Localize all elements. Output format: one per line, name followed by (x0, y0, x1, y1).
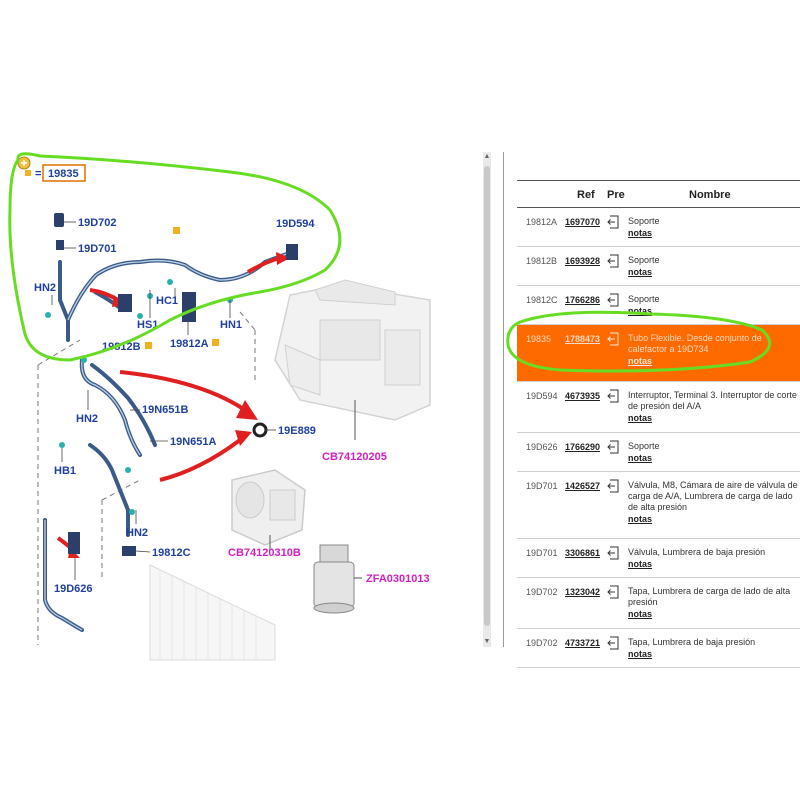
parts-table-header (517, 180, 800, 208)
part-description-text: Tapa, Lumbrera de carga de lado de alta presión (628, 586, 791, 607)
notes-link[interactable]: notas (628, 453, 653, 463)
callout-eq: = (35, 168, 42, 180)
label-HN2-3[interactable]: HN2 (126, 527, 149, 539)
parts-table-body (517, 208, 800, 668)
pipe-highlights (45, 252, 292, 630)
part-code: 19812B (526, 256, 558, 266)
callout-part-number[interactable]: 19835 (48, 168, 79, 180)
part-ref-link[interactable]: 3306861 (565, 548, 601, 558)
notes-link[interactable]: notas (628, 649, 653, 659)
refrigerant-lines (45, 252, 292, 630)
notes-link[interactable]: notas (628, 413, 653, 423)
part-ref-link[interactable]: 4733721 (565, 638, 601, 648)
table-row[interactable] (517, 629, 800, 668)
add-to-list-icon[interactable] (607, 389, 619, 403)
label-HC1[interactable]: HC1 (156, 295, 179, 307)
label-HB1[interactable]: HB1 (54, 465, 77, 477)
part-description (628, 480, 798, 525)
part-ref-link[interactable]: 1766290 (565, 442, 601, 452)
part-description (628, 441, 798, 464)
part-description (628, 216, 798, 239)
label-CB74120310B[interactable]: CB74120310B (228, 547, 301, 559)
label-19812B[interactable]: 19812B (102, 341, 141, 353)
part-ref-link[interactable]: 1766286 (565, 295, 601, 305)
part-description-text: Soporte (628, 216, 660, 226)
notes-link[interactable]: notas (628, 559, 653, 569)
label-19812A[interactable]: 19812A (170, 338, 209, 350)
part-description (628, 637, 798, 660)
add-to-list-icon[interactable] (607, 254, 619, 268)
part-code: 19D702 (526, 587, 558, 597)
part-code: 19D626 (526, 442, 558, 452)
add-to-list-icon[interactable] (607, 440, 619, 454)
col-header-ref: Ref (577, 189, 595, 201)
label-19D702[interactable]: 19D702 (78, 217, 117, 229)
part-description-text: Soporte (628, 294, 660, 304)
part-description-text: Interruptor, Terminal 3. Interruptor de corte de presión del A/A (628, 390, 797, 411)
label-19N651A[interactable]: 19N651A (170, 436, 217, 448)
part-description-text: Válvula, Lumbrera de baja presión (628, 547, 766, 557)
part-description (628, 547, 798, 570)
part-description (628, 586, 798, 620)
compressor (232, 470, 305, 545)
part-description-text: Soporte (628, 441, 660, 451)
add-to-list-icon[interactable] (607, 585, 619, 599)
pane-divider (503, 152, 504, 647)
part-description-text: Válvula, M8, Cámara de aire de válvula de carga de A/A, Lumbrera de carga de lado de alta presión (628, 480, 798, 512)
scroll-up-arrow-icon[interactable]: ▲ (483, 153, 491, 160)
receiver-drier (314, 545, 354, 613)
part-ref-link[interactable]: 1323042 (565, 587, 601, 597)
part-code: 19812A (526, 217, 558, 227)
part-code: 19D701 (526, 548, 558, 558)
part-code: 19D701 (526, 481, 558, 491)
label-19812C[interactable]: 19812C (152, 547, 191, 559)
label-19N651B[interactable]: 19N651B (142, 404, 189, 416)
table-row[interactable] (517, 382, 800, 433)
label-HN1[interactable]: HN1 (220, 319, 243, 331)
table-row[interactable] (517, 472, 800, 539)
label-19D701[interactable]: 19D701 (78, 243, 117, 255)
row-highlight-outline (500, 300, 800, 380)
notes-link[interactable]: notas (628, 356, 653, 366)
table-row[interactable] (517, 433, 800, 472)
col-header-pre: Pre (607, 189, 625, 201)
label-HN2-2[interactable]: HN2 (76, 413, 99, 425)
add-to-list-icon[interactable] (607, 479, 619, 493)
heater-housing (275, 280, 430, 420)
notes-link[interactable]: notas (628, 514, 653, 524)
label-CB74120205[interactable]: CB74120205 (322, 451, 387, 463)
table-row[interactable] (517, 539, 800, 578)
part-code: 19D702 (526, 638, 558, 648)
label-ZFA0301013[interactable]: ZFA0301013 (366, 573, 430, 585)
table-row[interactable] (517, 208, 800, 247)
parts-table (517, 180, 800, 659)
notes-link[interactable]: notas (628, 228, 653, 238)
scroll-thumb[interactable] (484, 166, 490, 626)
table-row[interactable] (517, 247, 800, 286)
part-description-text: Soporte (628, 255, 660, 265)
notes-link[interactable]: notas (628, 267, 653, 277)
label-19E889[interactable]: 19E889 (278, 425, 316, 437)
part-description-text: Tapa, Lumbrera de baja presión (628, 637, 756, 647)
part-ref-link[interactable]: 1426527 (565, 481, 601, 491)
part-description-text: Tubo Flexible. Desde conjunto de calefactor a 19D734 (628, 333, 762, 354)
frame-lines (38, 312, 255, 645)
part-description (628, 390, 798, 424)
table-row[interactable] (517, 578, 800, 629)
part-ref-link[interactable]: 1697070 (565, 217, 601, 227)
part-ref-link[interactable]: 1693928 (565, 256, 601, 266)
label-19D626[interactable]: 19D626 (54, 583, 93, 595)
add-to-list-icon[interactable] (607, 215, 619, 229)
part-code: 19812C (526, 295, 558, 305)
label-19D594[interactable]: 19D594 (276, 218, 315, 230)
label-HS1[interactable]: HS1 (137, 319, 159, 331)
label-HN2[interactable]: HN2 (34, 282, 57, 294)
part-code: 19D594 (526, 391, 558, 401)
zoom-icon[interactable] (18, 157, 31, 176)
part-description (628, 255, 798, 278)
col-header-name: Nombre (689, 189, 731, 201)
scroll-down-arrow-icon[interactable]: ▼ (483, 638, 491, 645)
part-ref-link[interactable]: 4673935 (565, 391, 601, 401)
part-ref-link[interactable]: 1788473 (565, 334, 601, 344)
condenser (150, 565, 275, 660)
add-to-list-icon[interactable] (607, 636, 619, 650)
notes-link[interactable]: notas (628, 306, 653, 316)
part-code: 19835 (526, 334, 552, 344)
diagram-scrollbar[interactable] (483, 152, 491, 647)
notes-link[interactable]: notas (628, 609, 653, 619)
add-to-list-icon[interactable] (607, 546, 619, 560)
